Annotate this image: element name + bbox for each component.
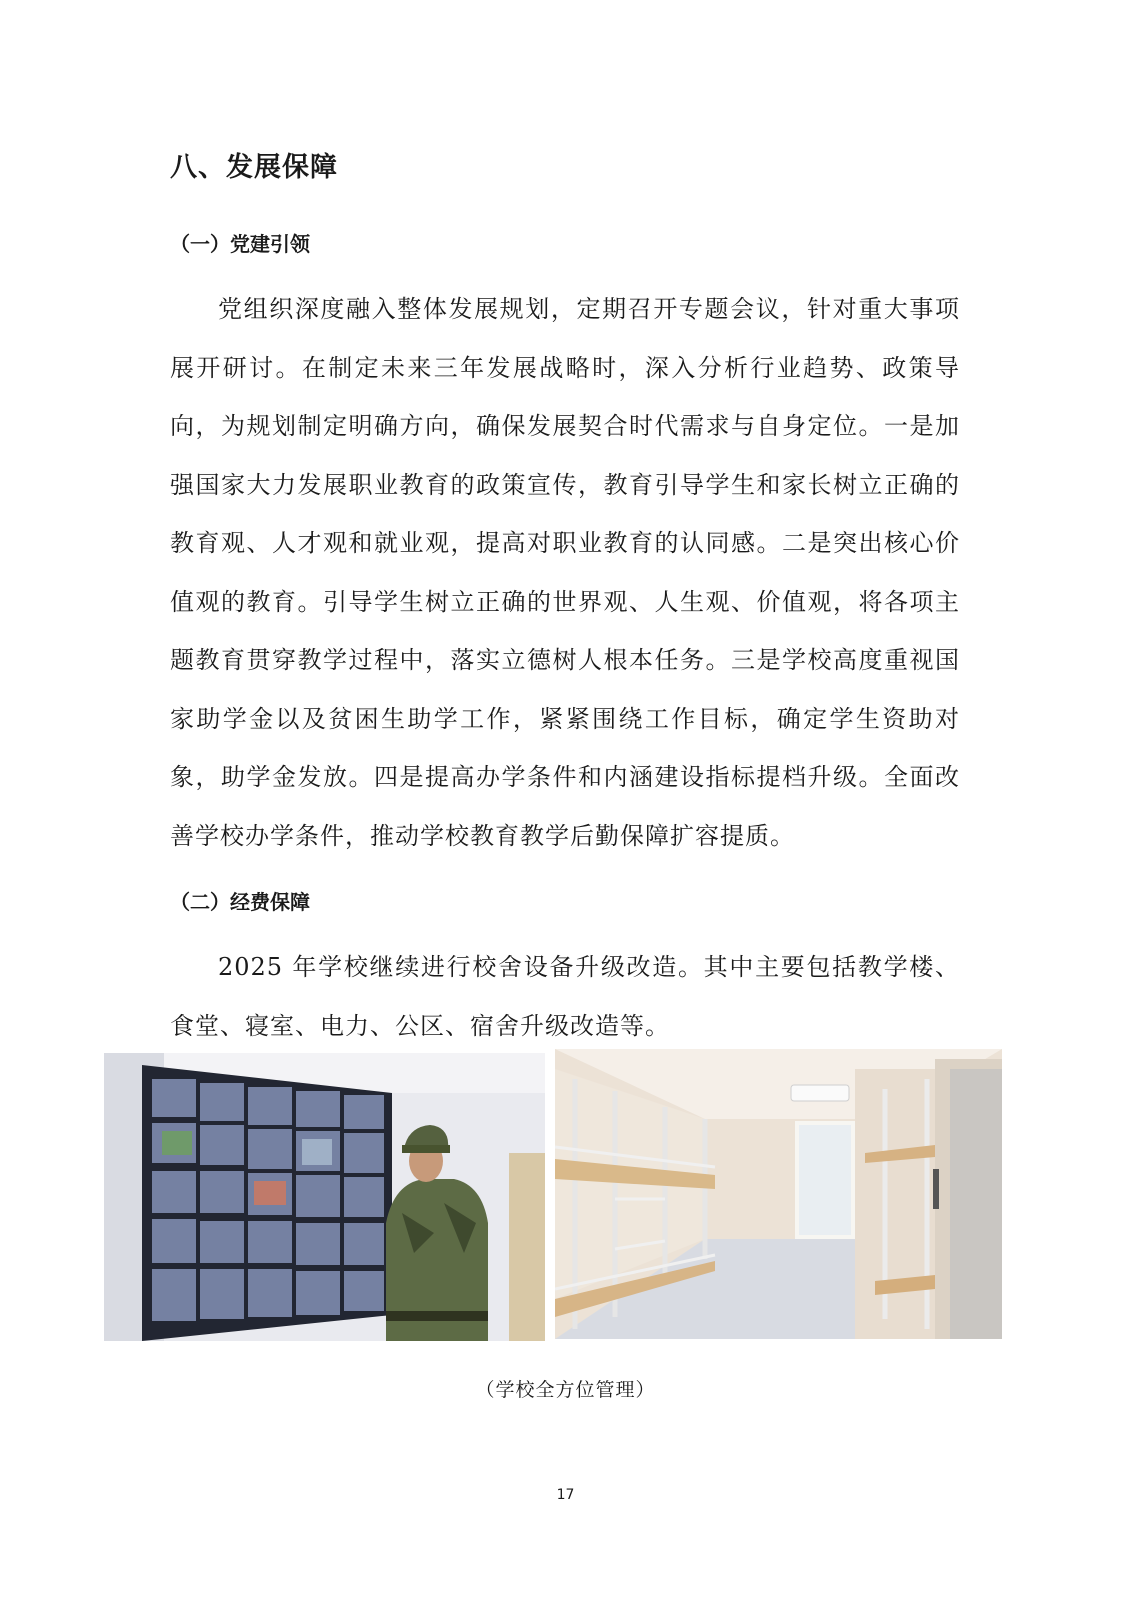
- section-body-funding: 2025 年学校继续进行校舍设备升级改造。其中主要包括教学楼、食堂、寝室、电力、公区、宿舍升级改造等。: [170, 953, 960, 1040]
- monitoring-room-photo: [104, 1053, 545, 1341]
- dormitory-photo: [555, 1049, 1002, 1339]
- page-number: 17: [556, 1487, 575, 1503]
- section-title-party: （一）党建引领: [170, 232, 310, 256]
- photo-caption: （学校全方位管理）: [475, 1379, 656, 1401]
- section-body-party: 党组织深度融入整体发展规划，定期召开专题会议，针对重大事项展开研讨。在制定未来三年发展战略时，深入分析行业趋势、政策导向，为规划制定明确方向，确保发展契合时代需求与自身定位。一是加强国家大力发展职业教育的政策宣传，教育引导学生和家长树立正确的教育观、人才观和就业观，提高对职业教育的认同感。二是突出核心价值观的教育。引导学生树立正确的世界观、人生观、价值观，将各项主题教育贯穿教学过程中，落实立德树人根本任务。三是学校高度重视国家助学金以及贫困生助学工作，紧紧围绕工作目标，确定学生资助对象，助学金发放。四是提高办学条件和内涵建设指标提档升级。全面改善学校办学条件，推动学校教育教学后勤保障扩容提质。: [170, 295, 960, 850]
- chapter-heading: 八、发展保障: [170, 152, 338, 183]
- section-title-funding: （二）经费保障: [170, 890, 310, 914]
